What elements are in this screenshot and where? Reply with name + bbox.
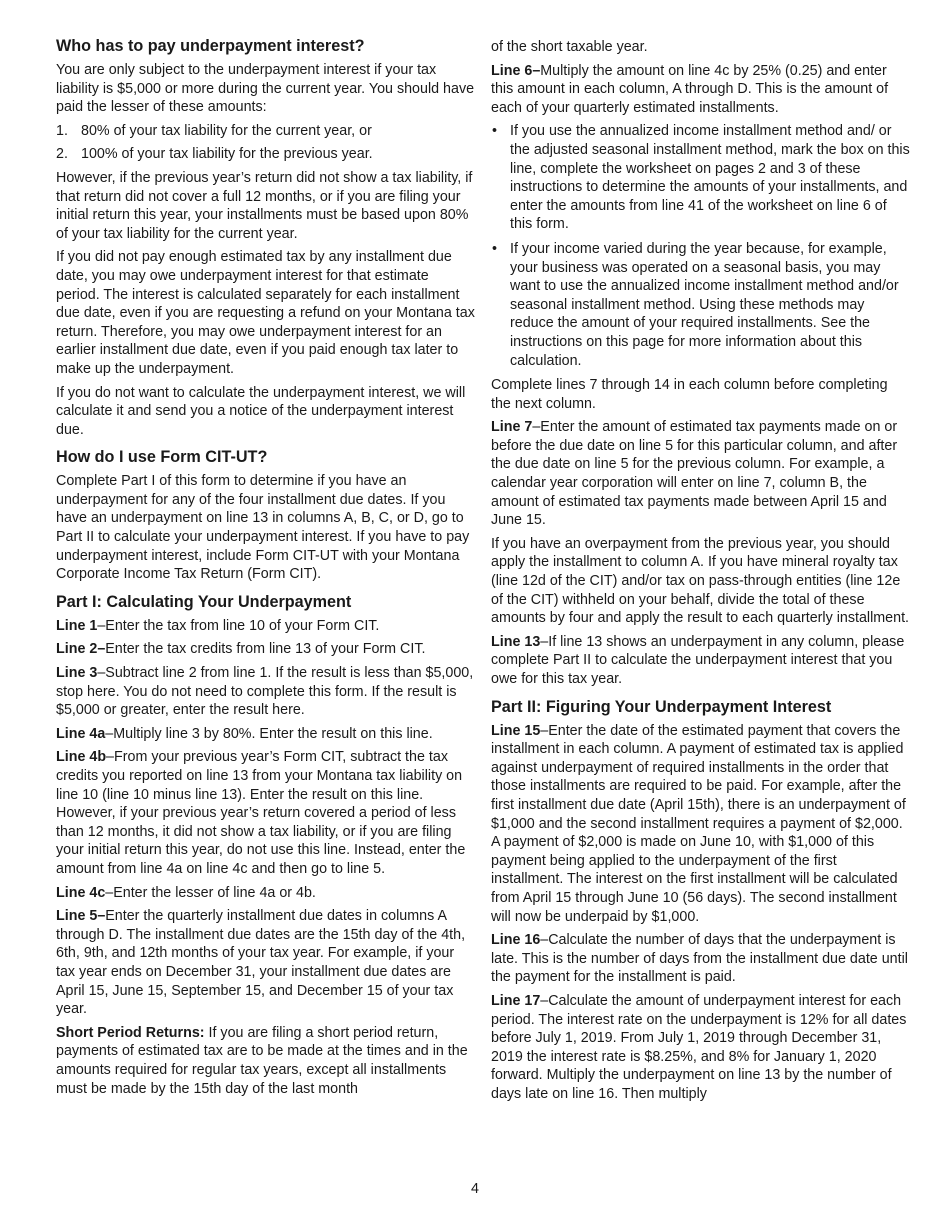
continued-text: of the short taxable year. (491, 39, 648, 55)
line-text: –Enter the amount of estimated tax payments made on or before the due date on line 5 for this particular column, and after the due date on line 5 for the previous column. For example, a calendar year corporation will enter on line 7, column B, the amount of estimated tax payments made between April 15 and June 15. (491, 419, 898, 529)
line-label: Line 16 (491, 932, 541, 949)
page-number: 4 (471, 1181, 479, 1197)
line-text: –From your previous year’s Form CIT, subtract the tax credits you reported on line 13 from your Montana tax liability on line 10 (line 10 minus line 13). Enter the result on this line. However, if your previous year’s return covered a period of less than 12 months, it did not show a tax liability, or if you are filing your initial return this year, do not use this line. Instead, enter the amount from line 4a on line 4c and then go to line 5. (56, 749, 466, 877)
right-column (491, 38, 911, 1108)
line-text: –Multiply line 3 by 80%. Enter the result on this line. (105, 725, 433, 742)
instruction-line-4a (56, 725, 476, 744)
line-text: Enter the tax credits from line 13 of your Form CIT. (105, 641, 426, 658)
heading-part-1: Part I: Calculating Your Underpayment (56, 592, 352, 611)
line-text: –If line 13 shows an underpayment in any column, please complete Part II to calculate the underpayment interest that you owe for this tax year. (491, 633, 905, 687)
line-label: Line 4a (56, 725, 106, 742)
list-text: 80% of your tax liability for the current year, or (81, 122, 372, 139)
list-item (56, 145, 476, 164)
instruction-line-5 (56, 907, 476, 1019)
bullet-list (491, 122, 911, 370)
instruction-line-16 (491, 931, 911, 987)
instruction-line-17 (491, 992, 911, 1104)
instruction-line-13 (491, 633, 911, 689)
list-text: 100% of your tax liability for the previous year. (81, 146, 373, 163)
line-label: Line 13 (491, 633, 541, 650)
line-text: –Enter the lesser of line 4a or 4b. (105, 884, 316, 901)
paragraph-who-1: You are only subject to the underpayment interest if your tax liability is $5,000 or more during the current year. You should have paid the lesser of these amounts: (56, 62, 475, 116)
line-label: Line 4c (56, 884, 106, 901)
list-item (56, 122, 476, 141)
instruction-line-7 (491, 418, 911, 530)
list-number: 2. (56, 146, 68, 163)
numbered-list (56, 122, 476, 164)
paragraph-who-2: However, if the previous year’s return did not show a tax liability, if that return did not cover a full 12 months, or if you are filing your initial return this year, your installments must be based upon 80% of your tax liability for the current year. (56, 169, 473, 242)
line-label: Line 4b (56, 749, 107, 766)
line-label: Line 17 (491, 992, 541, 1009)
short-period-label: Short Period Returns: (56, 1024, 205, 1041)
paragraph-who-3: If you did not pay enough estimated tax by any installment due date, you may owe underpayment interest for that estimate period. The interest is calculated separately for each installment due date, even if you are requesting a refund on your Montana tax return. Therefore, you may owe underpayment interest for an earlier installment due date, even if you paid enough tax later to make up the underpayment. (56, 249, 475, 377)
line-text: –Enter the tax from line 10 of your Form CIT. (97, 617, 380, 634)
bullet-text: If you use the annualized income installment method and/ or the adjusted seasonal installment method, mark the box on this line, complete the worksheet on pages 2 and 3 of these instructions to determine the amounts of your installments, and enter the amounts from line 41 of the worksheet on line 6 of this form. (510, 123, 910, 233)
list-item (491, 122, 911, 234)
list-item (491, 240, 911, 370)
line-text: –Enter the date of the estimated payment that covers the installment in each column. A payment of estimated tax is applied against underpayment of required installments in the order that those installments are required to be paid. For example, after the first installment due date (April 15th), there is an underpayment of $1,000 and the second installment requires a payment of $2,000. A payment of $2,000 is made on June 10, with $1,000 of this payment being applied to the underpayment of the first installment. The interest on the first installment will be calculated from April 15 through June 10 (56 days). The second installment will now be underpaid by $1,000. (491, 722, 906, 925)
paragraph-who-4: If you do not want to calculate the underpayment interest, we will calculate it and send you a notice of the underpayment interest due. (56, 384, 466, 438)
left-column (56, 36, 476, 1103)
line-text: Enter the quarterly installment due dates in columns A through D. The installment due dates are the 15th day of the 4th, 6th, 9th, and 12th months of your tax year. For example, if your tax year ends on December 31, your installment due dates are April 15, June 15, September 15, and December 15 of your tax year. (56, 908, 466, 1018)
line-label: Line 2– (56, 641, 106, 658)
instruction-line-2 (56, 640, 476, 659)
instruction-line-4b (56, 748, 476, 878)
list-number: 1. (56, 122, 68, 139)
line-label: Line 15 (491, 722, 541, 739)
bullet-text: If your income varied during the year because, for example, your business was operated on a seasonal basis, you may want to use the annualized income installment method and/or seasonal installment method. Using these methods may reduce the amount of your required installments. See the instructions on this page for more information about this calculation. (510, 240, 899, 369)
heading-who-pays: Who has to pay underpayment interest? (56, 37, 365, 55)
short-period-text: If you are filing a short period return, payments of estimated tax are to be made at the times and in the amounts required for regular tax years, except all installments must be made by the 15th day of the last month (56, 1024, 468, 1097)
instruction-line-15 (491, 722, 911, 927)
line-text: –Calculate the number of days that the underpayment is late. This is the number of days from the installment due date until the payment for the installment is paid. (491, 932, 908, 986)
bullet-icon: • (492, 240, 498, 257)
paragraph-overpayment: If you have an overpayment from the previous year, you should apply the installment to column A. If you have mineral royalty tax (line 12d of the CIT) and/or tax on pass-through entities (line 12e of the CIT) withheld on your behalf, divide the total of these amounts by four and apply the result to each quarterly installment. (491, 535, 910, 627)
heading-how-use: How do I use Form CIT-UT? (56, 448, 268, 467)
instruction-line-3 (56, 664, 476, 720)
line-label: Line 3 (56, 665, 98, 682)
line-label: Line 5– (56, 908, 106, 925)
line-text: –Subtract line 2 from line 1. If the result is less than $5,000, stop here. You do not need to complete this form. If the result is $5,000 or greater, enter the result here. (56, 665, 474, 719)
instruction-line-6 (491, 62, 911, 118)
line-label: Line 1 (56, 617, 98, 634)
line-label: Line 6– (491, 62, 541, 79)
line-label: Line 7 (491, 419, 533, 436)
heading-part-2: Part II: Figuring Your Underpayment Interest (491, 697, 832, 716)
line-text: Multiply the amount on line 4c by 25% (0.25) and enter this amount in each column, A through D. This is the amount of each of your quarterly estimated installments. (491, 62, 889, 116)
bullet-icon: • (492, 123, 498, 140)
paragraph-how-1: Complete Part I of this form to determine if you have an underpayment for any of the four installment due dates. If you have an underpayment on line 13 in columns A, B, C, or D, go to Part II to calculate your underpayment interest. If you have to pay underpayment interest, include Form CIT-UT with your Montana Corporate Income Tax Return (Form CIT). (56, 473, 470, 583)
instruction-line-1 (56, 617, 476, 636)
line-text: –Calculate the amount of underpayment interest for each period. The interest rate on the underpayment is 12% for all dates before July 1, 2019. From July 1, 2019 through December 31, 2019 the interest rate is $8.25%, and 8% for January 1, 2020 forward. Multiply the underpayment on line 13 by the number of days late on line 16. Then multiply (491, 992, 907, 1102)
instruction-line-4c (56, 884, 476, 903)
short-period-returns (56, 1024, 476, 1098)
paragraph-complete-lines: Complete lines 7 through 14 in each column before completing the next column. (491, 377, 888, 412)
